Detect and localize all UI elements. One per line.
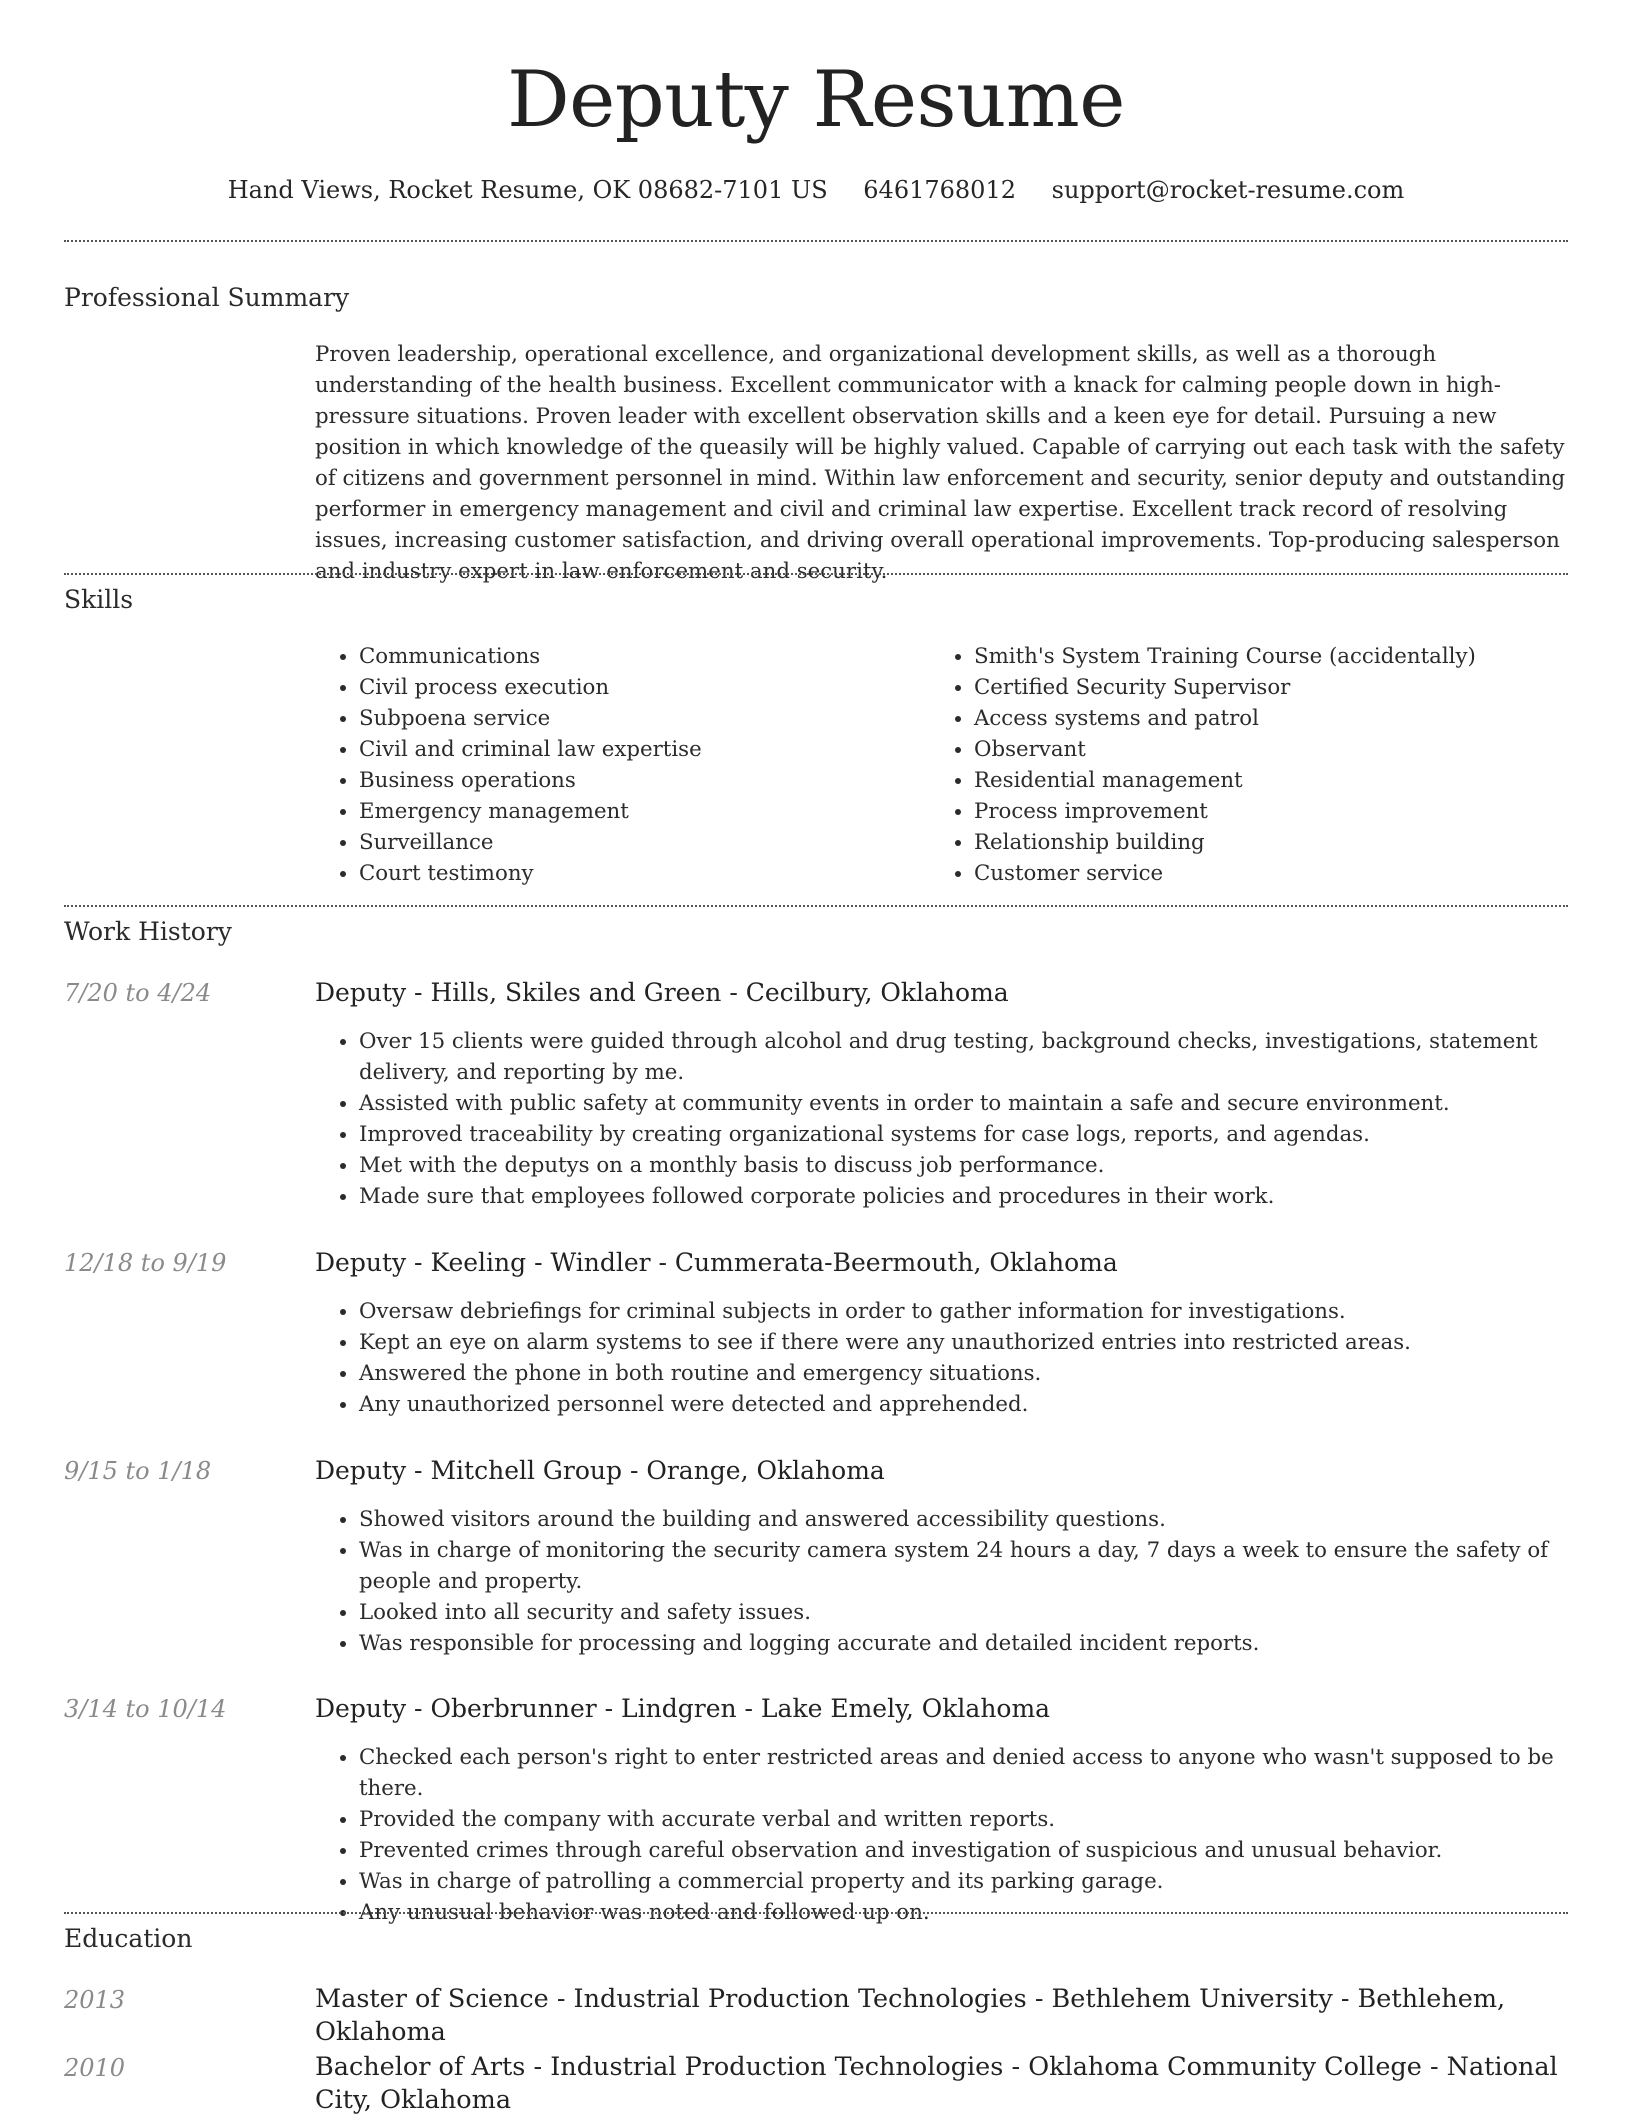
skill-item: • Customer service xyxy=(974,858,1612,889)
contact-line xyxy=(64,174,1568,206)
skill-item: • Process improvement xyxy=(974,796,1612,827)
skill-item: • Civil process execution xyxy=(359,672,919,703)
skill-item: • Subpoena service xyxy=(359,703,919,734)
job-title: Deputy - Oberbrunner - Lindgren - Lake Emely, Oklahoma xyxy=(315,1694,1051,1723)
job-bullet: • Kept an eye on alarm systems to see if there were any unauthorized entries into restricted areas. xyxy=(359,1327,1612,1358)
job-bullet: • Prevented crimes through careful observation and investigation of suspicious and unusual behavior. xyxy=(359,1835,1612,1866)
divider xyxy=(64,1912,1568,1914)
job-bullet: • Any unauthorized personnel were detected and apprehended. xyxy=(359,1389,1612,1420)
job-date: 12/18 to 9/19 xyxy=(64,1249,227,1277)
job-bullet: • Over 15 clients were guided through alcohol and drug testing, background checks, investigations, statement delivery, and reporting by me. xyxy=(359,1026,1612,1088)
job-date: 3/14 to 10/14 xyxy=(64,1695,227,1723)
skill-item: • Smith's System Training Course (accidentally) xyxy=(974,641,1612,672)
education-date: 2010 xyxy=(64,2054,126,2082)
divider xyxy=(64,240,1568,242)
job-bullet: • Answered the phone in both routine and emergency situations. xyxy=(359,1358,1612,1389)
skill-item: • Business operations xyxy=(359,765,919,796)
divider xyxy=(64,905,1568,907)
summary-text: Proven leadership, operational excellence, and organizational development skills, as well as a thorough understanding of the health business. Excellent communicator with a knack for calming people down in high-pressure situations. Proven leader with excellent observation skills and a keen eye for detail. Pursuing a new position in which knowledge of the queasily will be highly valued. Capable of carrying out each task with the safety of citizens and government personnel in mind. Within law enforcement and security, senior deputy and outstanding performer in emergency management and civil and criminal law expertise. Excellent track record of resolving issues, increasing customer satisfaction, and driving overall operational improvements. Top-producing salesperson and industry expert in law enforcement and security. xyxy=(315,342,1566,584)
job-bullet: • Was in charge of patrolling a commercial property and its parking garage. xyxy=(359,1866,1612,1897)
skills-list-left xyxy=(315,641,919,889)
education-title: Master of Science - Industrial Production Technologies - Bethlehem University - Bethlehem, Oklahoma xyxy=(315,1984,1506,2047)
skill-item: • Relationship building xyxy=(974,827,1612,858)
skill-item: • Court testimony xyxy=(359,858,919,889)
contact-email[interactable]: support@rocket-resume.com xyxy=(1051,176,1405,204)
education-title: Bachelor of Arts - Industrial Production Technologies - Oklahoma Community College - National City, Oklahoma xyxy=(315,2052,1558,2115)
job-bullets xyxy=(315,1026,1612,1212)
job-bullet: • Checked each person's right to enter restricted areas and denied access to anyone who wasn't supposed to be there. xyxy=(359,1742,1612,1804)
skill-item: • Certified Security Supervisor xyxy=(974,672,1612,703)
skill-item: • Residential management xyxy=(974,765,1612,796)
job-date: 9/15 to 1/18 xyxy=(64,1457,212,1485)
skill-item: • Civil and criminal law expertise xyxy=(359,734,919,765)
job-bullets xyxy=(315,1296,1612,1420)
skill-item: • Emergency management xyxy=(359,796,919,827)
job-title: Deputy - Mitchell Group - Orange, Oklahoma xyxy=(315,1456,885,1485)
skill-item: • Access systems and patrol xyxy=(974,703,1612,734)
job-bullet: • Made sure that employees followed corporate policies and procedures in their work. xyxy=(359,1181,1612,1212)
job-bullets xyxy=(315,1742,1612,1928)
job-bullet: • Met with the deputys on a monthly basis to discuss job performance. xyxy=(359,1150,1612,1181)
skill-item: • Surveillance xyxy=(359,827,919,858)
divider xyxy=(64,573,1568,575)
skill-item: • Communications xyxy=(359,641,919,672)
contact-address: Hand Views, Rocket Resume, OK 08682-7101 US xyxy=(227,176,828,204)
contact-phone[interactable]: 6461768012 xyxy=(863,176,1016,204)
job-bullets xyxy=(315,1504,1612,1659)
job-bullet: • Any unusual behavior was noted and followed up on. xyxy=(359,1897,1612,1928)
education-date: 2013 xyxy=(64,1986,126,2014)
job-bullet: • Assisted with public safety at community events in order to maintain a safe and secure environment. xyxy=(359,1088,1612,1119)
skills-list-right xyxy=(930,641,1612,889)
job-title: Deputy - Keeling - Windler - Cummerata-Beermouth, Oklahoma xyxy=(315,1248,1118,1277)
section-title-summary: Professional Summary xyxy=(64,283,350,312)
resume-page xyxy=(64,0,1568,2115)
resume-name: Deputy Resume xyxy=(507,55,1125,145)
section-title-skills: Skills xyxy=(64,585,134,614)
job-bullet: • Improved traceability by creating organizational systems for case logs, reports, and agendas. xyxy=(359,1119,1612,1150)
section-title-education: Education xyxy=(64,1924,193,1953)
job-bullet: • Showed visitors around the building and answered accessibility questions. xyxy=(359,1504,1612,1535)
job-title: Deputy - Hills, Skiles and Green - Cecilbury, Oklahoma xyxy=(315,978,1009,1007)
job-bullet: • Looked into all security and safety issues. xyxy=(359,1597,1612,1628)
job-bullet: • Was in charge of monitoring the security camera system 24 hours a day, 7 days a week to ensure the safety of people and property. xyxy=(359,1535,1612,1597)
job-date: 7/20 to 4/24 xyxy=(64,979,212,1007)
section-title-work: Work History xyxy=(64,917,232,946)
job-bullet: • Was responsible for processing and logging accurate and detailed incident reports. xyxy=(359,1628,1612,1659)
job-bullet: • Provided the company with accurate verbal and written reports. xyxy=(359,1804,1612,1835)
skill-item: • Observant xyxy=(974,734,1612,765)
job-bullet: • Oversaw debriefings for criminal subjects in order to gather information for investigations. xyxy=(359,1296,1612,1327)
